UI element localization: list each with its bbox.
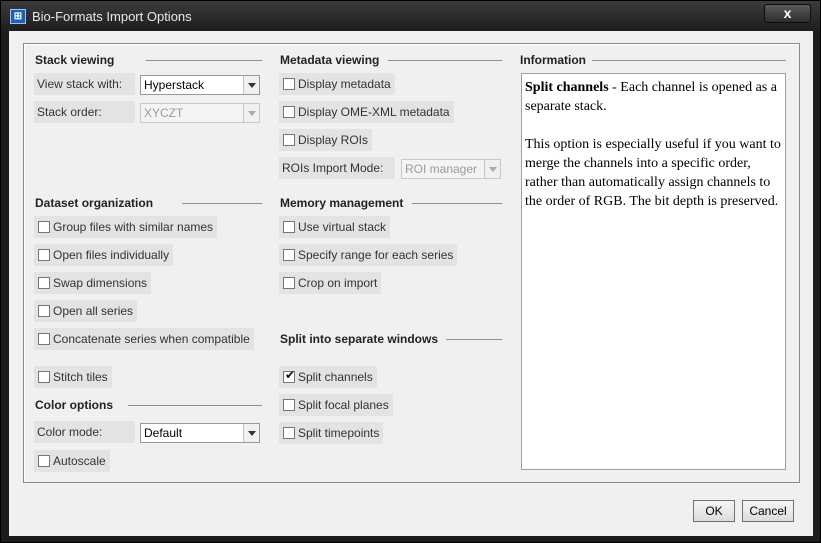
- section-divider: [592, 60, 786, 61]
- dialog-client-area: [9, 31, 813, 536]
- section-dataset-organization-title: Dataset organization: [35, 196, 154, 210]
- section-divider: [128, 405, 262, 406]
- checkbox-box[interactable]: [38, 333, 50, 345]
- chevron-down-icon[interactable]: [243, 104, 259, 122]
- crop-on-import-label: Crop on import: [298, 276, 378, 290]
- display-ome-xml-label: Display OME-XML metadata: [298, 105, 450, 119]
- split-channels-label: Split channels: [298, 370, 373, 384]
- options-panel: [23, 43, 800, 483]
- color-mode-value: Default: [144, 426, 183, 440]
- view-stack-value: Hyperstack: [144, 78, 205, 92]
- chevron-down-icon[interactable]: [484, 160, 500, 178]
- checkbox-box[interactable]: [283, 277, 295, 289]
- stack-order-label: Stack order:: [34, 101, 135, 123]
- section-color-options-title: Color options: [35, 398, 113, 412]
- checkmark-icon: ✔: [285, 368, 296, 382]
- open-all-series-label: Open all series: [53, 304, 134, 318]
- checkbox-box[interactable]: [283, 134, 295, 146]
- rois-mode-value: ROI manager: [405, 162, 478, 176]
- info-heading: Split channels: [525, 80, 609, 95]
- section-split-title: Split into separate windows: [280, 332, 439, 346]
- checkbox-box[interactable]: [38, 221, 50, 233]
- swap-dimensions-label: Swap dimensions: [53, 276, 148, 290]
- swap-dimensions-checkbox[interactable]: [34, 272, 151, 294]
- info-lead-text: - Each channel is opened as a separate stack.: [525, 80, 777, 114]
- section-metadata-viewing-title: Metadata viewing: [280, 53, 380, 67]
- specify-range-checkbox[interactable]: [279, 244, 457, 266]
- cancel-button[interactable]: Cancel: [742, 500, 794, 522]
- stitch-tiles-checkbox[interactable]: [34, 366, 112, 388]
- section-divider: [146, 60, 262, 61]
- group-files-checkbox[interactable]: [34, 216, 217, 238]
- close-button[interactable]: x: [764, 4, 811, 23]
- color-mode-select[interactable]: [140, 423, 260, 443]
- open-individually-label: Open files individually: [53, 248, 170, 262]
- use-virtual-stack-checkbox[interactable]: [279, 216, 390, 238]
- chevron-down-icon[interactable]: [243, 76, 259, 94]
- rois-mode-label: ROIs Import Mode:: [279, 157, 395, 179]
- split-focal-planes-checkbox[interactable]: [279, 394, 393, 416]
- section-divider: [446, 339, 502, 340]
- autoscale-label: Autoscale: [53, 454, 106, 468]
- checkbox-box[interactable]: [283, 249, 295, 261]
- specify-range-label: Specify range for each series: [298, 248, 454, 262]
- checkbox-box[interactable]: [283, 106, 295, 118]
- checkbox-box[interactable]: [38, 371, 50, 383]
- section-divider: [182, 203, 262, 204]
- title-bar[interactable]: [1, 1, 820, 31]
- checkbox-box[interactable]: [283, 78, 295, 90]
- checkbox-box[interactable]: [38, 455, 50, 467]
- window-title: Bio-Formats Import Options: [32, 9, 192, 24]
- split-channels-checkbox[interactable]: [279, 366, 377, 388]
- imagej-app-icon: ⊞: [10, 9, 26, 24]
- section-stack-viewing-title: Stack viewing: [35, 53, 115, 67]
- checkbox-box[interactable]: [38, 277, 50, 289]
- information-text-area[interactable]: [521, 73, 786, 470]
- open-individually-checkbox[interactable]: [34, 244, 173, 266]
- display-rois-checkbox[interactable]: [279, 129, 372, 151]
- checkbox-box[interactable]: [283, 427, 295, 439]
- display-metadata-checkbox[interactable]: [279, 73, 395, 95]
- checkbox-box[interactable]: [283, 221, 295, 233]
- autoscale-checkbox[interactable]: [34, 450, 110, 472]
- display-rois-label: Display ROIs: [298, 133, 369, 147]
- stack-order-select[interactable]: [140, 103, 260, 123]
- split-focal-planes-label: Split focal planes: [298, 398, 389, 412]
- display-ome-xml-checkbox[interactable]: [279, 101, 454, 123]
- section-divider: [388, 60, 502, 61]
- section-memory-management-title: Memory management: [280, 196, 404, 210]
- view-stack-label: View stack with:: [34, 73, 135, 95]
- view-stack-select[interactable]: [140, 75, 260, 95]
- stitch-tiles-label: Stitch tiles: [53, 370, 108, 384]
- checkbox-box[interactable]: [38, 249, 50, 261]
- checkbox-box[interactable]: [38, 305, 50, 317]
- display-metadata-label: Display metadata: [298, 77, 391, 91]
- color-mode-label: Color mode:: [34, 421, 135, 443]
- section-information-title: Information: [520, 53, 586, 67]
- checkbox-box[interactable]: [283, 399, 295, 411]
- stack-order-value: XYCZT: [144, 106, 184, 120]
- use-virtual-stack-label: Use virtual stack: [298, 220, 387, 234]
- open-all-series-checkbox[interactable]: [34, 300, 137, 322]
- chevron-down-icon[interactable]: [243, 424, 259, 442]
- split-timepoints-label: Split timepoints: [298, 426, 380, 440]
- info-body-text: This option is especially useful if you want to merge the channels into a specific order, rather than automatically assign channels to the order of RGB. The bit depth is preserved.: [525, 137, 781, 209]
- rois-mode-select[interactable]: [401, 159, 501, 179]
- group-files-label: Group files with similar names: [53, 220, 214, 234]
- ok-button[interactable]: OK: [693, 500, 735, 522]
- concatenate-checkbox[interactable]: [34, 328, 254, 350]
- split-timepoints-checkbox[interactable]: [279, 422, 383, 444]
- section-divider: [412, 203, 502, 204]
- concatenate-label: Concatenate series when compatible: [53, 332, 250, 346]
- checkbox-box[interactable]: [283, 368, 296, 383]
- crop-on-import-checkbox[interactable]: [279, 272, 381, 294]
